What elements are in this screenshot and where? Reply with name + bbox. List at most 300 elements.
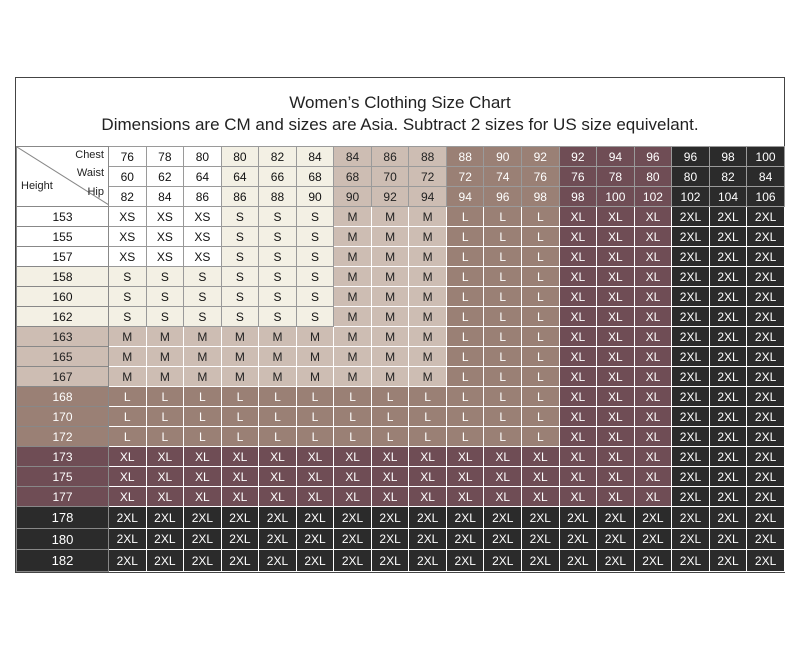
size-cell: XL: [296, 447, 334, 467]
size-cell: XL: [634, 347, 672, 367]
size-cell: XL: [634, 267, 672, 287]
size-cell: XL: [597, 247, 635, 267]
waist-value: 64: [221, 167, 259, 187]
size-cell: L: [484, 327, 522, 347]
size-cell: L: [522, 387, 560, 407]
hip-row: [17, 187, 785, 207]
size-cell: L: [446, 347, 484, 367]
size-cell: 2XL: [747, 347, 785, 367]
size-cell: 2XL: [184, 550, 222, 572]
size-chart: [15, 77, 785, 573]
size-cell: 2XL: [446, 528, 484, 550]
size-cell: M: [184, 327, 222, 347]
chest-value: 98: [709, 147, 747, 167]
size-cell: 2XL: [259, 507, 297, 529]
size-cell: S: [259, 307, 297, 327]
size-cell: XL: [634, 467, 672, 487]
size-cell: L: [446, 287, 484, 307]
size-cell: 2XL: [597, 550, 635, 572]
size-cell: L: [296, 407, 334, 427]
size-cell: XL: [446, 487, 484, 507]
size-cell: S: [109, 287, 147, 307]
waist-value: 78: [597, 167, 635, 187]
size-cell: M: [334, 207, 372, 227]
waist-value: 74: [484, 167, 522, 187]
size-cell: M: [409, 307, 447, 327]
chest-value: 80: [184, 147, 222, 167]
chest-value: 80: [221, 147, 259, 167]
size-cell: L: [221, 427, 259, 447]
size-cell: M: [409, 247, 447, 267]
hip-value: 104: [709, 187, 747, 207]
hip-value: 82: [109, 187, 147, 207]
size-cell: M: [409, 347, 447, 367]
chest-value: 94: [597, 147, 635, 167]
size-cell: XL: [334, 447, 372, 467]
size-cell: L: [334, 407, 372, 427]
size-cell: XL: [146, 447, 184, 467]
size-cell: XL: [334, 487, 372, 507]
size-cell: M: [334, 227, 372, 247]
size-cell: S: [259, 267, 297, 287]
height-label-cell: 167: [17, 367, 109, 387]
size-cell: 2XL: [747, 427, 785, 447]
size-cell: S: [296, 227, 334, 247]
size-cell: 2XL: [334, 528, 372, 550]
size-cell: L: [146, 387, 184, 407]
hip-value: 98: [559, 187, 597, 207]
waist-value: 72: [409, 167, 447, 187]
size-cell: XL: [559, 267, 597, 287]
size-cell: M: [109, 347, 147, 367]
chest-value: 92: [522, 147, 560, 167]
corner-header-cell: [17, 147, 109, 207]
size-cell: XL: [597, 407, 635, 427]
chest-value: 90: [484, 147, 522, 167]
size-cell: 2XL: [747, 307, 785, 327]
size-cell: 2XL: [184, 507, 222, 529]
size-cell: L: [259, 407, 297, 427]
size-cell: XS: [109, 227, 147, 247]
size-cell: S: [146, 307, 184, 327]
size-cell: M: [334, 327, 372, 347]
size-cell: 2XL: [296, 528, 334, 550]
size-cell: 2XL: [672, 347, 710, 367]
size-cell: XL: [634, 407, 672, 427]
chest-value: 82: [259, 147, 297, 167]
size-cell: XL: [559, 367, 597, 387]
size-cell: L: [522, 347, 560, 367]
size-cell: 2XL: [709, 287, 747, 307]
size-cell: 2XL: [109, 507, 147, 529]
size-cell: 2XL: [634, 507, 672, 529]
size-cell: M: [259, 367, 297, 387]
hip-value: 84: [146, 187, 184, 207]
size-cell: XL: [221, 487, 259, 507]
height-label-cell: 172: [17, 427, 109, 447]
size-cell: XL: [559, 407, 597, 427]
size-cell: S: [184, 267, 222, 287]
hip-value: 102: [634, 187, 672, 207]
size-cell: M: [409, 327, 447, 347]
size-cell: S: [221, 227, 259, 247]
size-cell: 2XL: [371, 550, 409, 572]
size-cell: L: [409, 407, 447, 427]
waist-value: 80: [672, 167, 710, 187]
size-cell: XL: [597, 427, 635, 447]
size-cell: 2XL: [747, 287, 785, 307]
size-cell: L: [146, 407, 184, 427]
size-cell: S: [184, 287, 222, 307]
table-row: [17, 367, 785, 387]
size-cell: XL: [184, 447, 222, 467]
size-cell: 2XL: [747, 447, 785, 467]
size-cell: XL: [371, 487, 409, 507]
size-cell: L: [446, 207, 484, 227]
size-cell: XL: [184, 467, 222, 487]
size-cell: 2XL: [747, 247, 785, 267]
size-cell: 2XL: [709, 327, 747, 347]
size-cell: S: [221, 267, 259, 287]
size-cell: S: [296, 307, 334, 327]
chest-label: Chest: [75, 149, 104, 161]
size-cell: XS: [146, 227, 184, 247]
size-cell: XL: [484, 487, 522, 507]
waist-value: 66: [259, 167, 297, 187]
hip-value: 98: [522, 187, 560, 207]
size-cell: XL: [484, 467, 522, 487]
size-cell: L: [484, 227, 522, 247]
size-cell: 2XL: [559, 507, 597, 529]
size-cell: 2XL: [559, 528, 597, 550]
chest-row: [17, 147, 785, 167]
chest-value: 84: [296, 147, 334, 167]
size-cell: XL: [559, 467, 597, 487]
size-cell: XL: [634, 247, 672, 267]
size-cell: L: [446, 407, 484, 427]
table-row: [17, 528, 785, 550]
size-cell: M: [371, 247, 409, 267]
size-cell: XL: [634, 287, 672, 307]
size-cell: XL: [409, 447, 447, 467]
size-cell: 2XL: [709, 267, 747, 287]
size-cell: L: [522, 267, 560, 287]
size-cell: L: [184, 427, 222, 447]
size-cell: 2XL: [709, 347, 747, 367]
size-cell: XL: [522, 487, 560, 507]
size-cell: 2XL: [409, 550, 447, 572]
hip-value: 102: [672, 187, 710, 207]
size-cell: XS: [146, 247, 184, 267]
size-cell: M: [334, 247, 372, 267]
size-cell: 2XL: [672, 387, 710, 407]
size-cell: L: [184, 387, 222, 407]
size-cell: XL: [296, 467, 334, 487]
hip-label: Hip: [87, 186, 104, 198]
size-cell: XL: [634, 327, 672, 347]
size-cell: L: [334, 427, 372, 447]
hip-value: 86: [221, 187, 259, 207]
size-cell: XL: [559, 307, 597, 327]
size-cell: 2XL: [221, 507, 259, 529]
table-row: [17, 307, 785, 327]
size-cell: 2XL: [522, 550, 560, 572]
size-cell: L: [484, 267, 522, 287]
size-cell: XL: [146, 487, 184, 507]
table-row: [17, 267, 785, 287]
hip-value: 96: [484, 187, 522, 207]
size-cell: L: [446, 327, 484, 347]
size-cell: L: [484, 247, 522, 267]
size-cell: M: [371, 267, 409, 287]
size-cell: L: [259, 427, 297, 447]
waist-value: 72: [446, 167, 484, 187]
size-cell: L: [371, 387, 409, 407]
size-cell: XL: [634, 447, 672, 467]
size-cell: L: [522, 307, 560, 327]
table-row: [17, 387, 785, 407]
size-cell: 2XL: [747, 367, 785, 387]
table-row: [17, 427, 785, 447]
size-cell: XL: [184, 487, 222, 507]
size-cell: 2XL: [709, 487, 747, 507]
size-cell: 2XL: [446, 507, 484, 529]
hip-value: 94: [446, 187, 484, 207]
waist-row: [17, 167, 785, 187]
size-cell: M: [146, 367, 184, 387]
height-label-cell: 175: [17, 467, 109, 487]
size-cell: 2XL: [747, 507, 785, 529]
size-cell: XL: [597, 467, 635, 487]
size-cell: L: [446, 247, 484, 267]
size-cell: 2XL: [747, 487, 785, 507]
size-cell: M: [371, 287, 409, 307]
size-cell: S: [221, 207, 259, 227]
size-cell: XL: [446, 467, 484, 487]
size-cell: L: [446, 227, 484, 247]
size-cell: XL: [559, 247, 597, 267]
size-cell: 2XL: [371, 528, 409, 550]
size-cell: M: [334, 367, 372, 387]
waist-value: 64: [184, 167, 222, 187]
size-cell: 2XL: [522, 507, 560, 529]
size-cell: S: [184, 307, 222, 327]
size-cell: L: [484, 387, 522, 407]
size-cell: 2XL: [522, 528, 560, 550]
size-cell: 2XL: [221, 550, 259, 572]
size-cell: L: [446, 427, 484, 447]
size-cell: 2XL: [672, 207, 710, 227]
size-cell: M: [146, 327, 184, 347]
size-cell: 2XL: [709, 427, 747, 447]
size-cell: 2XL: [672, 267, 710, 287]
size-cell: L: [522, 207, 560, 227]
size-cell: XL: [296, 487, 334, 507]
size-cell: L: [409, 387, 447, 407]
size-cell: 2XL: [672, 307, 710, 327]
size-cell: 2XL: [672, 287, 710, 307]
size-cell: M: [371, 207, 409, 227]
size-cell: XL: [597, 207, 635, 227]
hip-value: 100: [597, 187, 635, 207]
size-cell: XL: [634, 207, 672, 227]
size-cell: L: [221, 407, 259, 427]
size-cell: 2XL: [672, 367, 710, 387]
height-label-cell: 157: [17, 247, 109, 267]
size-cell: M: [221, 347, 259, 367]
size-cell: XL: [597, 367, 635, 387]
size-cell: L: [522, 367, 560, 387]
size-cell: 2XL: [409, 528, 447, 550]
chart-subtitle: Dimensions are CM and sizes are Asia. Subtract 2 sizes for US size equivelant.: [101, 115, 699, 134]
size-cell: 2XL: [747, 327, 785, 347]
size-cell: S: [259, 207, 297, 227]
size-cell: 2XL: [747, 528, 785, 550]
size-cell: XL: [371, 447, 409, 467]
table-row: [17, 247, 785, 267]
size-cell: S: [146, 267, 184, 287]
size-cell: XL: [409, 467, 447, 487]
size-cell: M: [259, 327, 297, 347]
size-cell: L: [296, 387, 334, 407]
table-row: [17, 207, 785, 227]
table-row: [17, 407, 785, 427]
size-cell: XL: [484, 447, 522, 467]
size-cell: 2XL: [109, 528, 147, 550]
chest-value: 92: [559, 147, 597, 167]
size-cell: M: [371, 227, 409, 247]
waist-value: 80: [634, 167, 672, 187]
chest-value: 88: [409, 147, 447, 167]
size-cell: L: [371, 427, 409, 447]
size-cell: 2XL: [709, 507, 747, 529]
size-cell: XL: [597, 307, 635, 327]
height-label-cell: 163: [17, 327, 109, 347]
size-cell: S: [221, 287, 259, 307]
size-cell: 2XL: [446, 550, 484, 572]
size-cell: 2XL: [672, 247, 710, 267]
size-cell: M: [109, 367, 147, 387]
size-cell: 2XL: [221, 528, 259, 550]
chest-value: 78: [146, 147, 184, 167]
chest-value: 100: [747, 147, 785, 167]
size-cell: M: [221, 367, 259, 387]
size-cell: L: [522, 407, 560, 427]
size-cell: 2XL: [747, 227, 785, 247]
size-cell: XL: [559, 447, 597, 467]
size-cell: XL: [559, 387, 597, 407]
size-table-wrap: [16, 146, 784, 572]
size-cell: XL: [522, 447, 560, 467]
size-cell: 2XL: [747, 467, 785, 487]
size-cell: XL: [409, 487, 447, 507]
size-cell: M: [184, 347, 222, 367]
size-cell: L: [522, 427, 560, 447]
size-cell: L: [484, 287, 522, 307]
size-cell: XS: [109, 207, 147, 227]
size-cell: XL: [634, 427, 672, 447]
height-label-cell: 165: [17, 347, 109, 367]
height-label-cell: 173: [17, 447, 109, 467]
size-cell: XL: [634, 227, 672, 247]
size-cell: S: [221, 247, 259, 267]
size-cell: L: [484, 307, 522, 327]
size-cell: XL: [597, 447, 635, 467]
size-cell: 2XL: [672, 427, 710, 447]
size-cell: M: [184, 367, 222, 387]
size-cell: S: [296, 287, 334, 307]
size-cell: M: [409, 207, 447, 227]
size-cell: 2XL: [109, 550, 147, 572]
table-row: [17, 467, 785, 487]
table-row: [17, 447, 785, 467]
hip-value: 90: [296, 187, 334, 207]
size-cell: XS: [184, 247, 222, 267]
table-row: [17, 327, 785, 347]
size-cell: XL: [559, 327, 597, 347]
size-cell: 2XL: [559, 550, 597, 572]
size-cell: 2XL: [709, 307, 747, 327]
chest-value: 96: [634, 147, 672, 167]
size-cell: S: [259, 247, 297, 267]
waist-label: Waist: [76, 167, 104, 179]
size-cell: XL: [334, 467, 372, 487]
height-label-cell: 162: [17, 307, 109, 327]
hip-value: 86: [184, 187, 222, 207]
size-cell: 2XL: [672, 528, 710, 550]
size-cell: L: [409, 427, 447, 447]
table-row: [17, 227, 785, 247]
table-row: [17, 287, 785, 307]
size-cell: 2XL: [597, 528, 635, 550]
size-cell: XL: [221, 447, 259, 467]
size-cell: XL: [634, 387, 672, 407]
size-cell: XL: [597, 487, 635, 507]
size-cell: XL: [446, 447, 484, 467]
height-label-cell: 158: [17, 267, 109, 287]
size-cell: M: [109, 327, 147, 347]
size-cell: XL: [597, 387, 635, 407]
size-cell: XL: [597, 227, 635, 247]
size-cell: XL: [597, 327, 635, 347]
size-cell: 2XL: [146, 507, 184, 529]
size-cell: S: [221, 307, 259, 327]
size-cell: XL: [522, 467, 560, 487]
size-cell: 2XL: [146, 528, 184, 550]
size-cell: 2XL: [672, 227, 710, 247]
size-cell: 2XL: [296, 550, 334, 572]
size-cell: 2XL: [709, 528, 747, 550]
hip-value: 88: [259, 187, 297, 207]
size-cell: L: [184, 407, 222, 427]
size-cell: XL: [597, 287, 635, 307]
table-row: [17, 487, 785, 507]
size-cell: XS: [109, 247, 147, 267]
size-cell: L: [522, 247, 560, 267]
height-label: Height: [21, 180, 53, 192]
size-cell: 2XL: [747, 387, 785, 407]
size-cell: L: [446, 367, 484, 387]
height-label-cell: 177: [17, 487, 109, 507]
size-cell: 2XL: [747, 550, 785, 572]
waist-value: 82: [709, 167, 747, 187]
size-cell: M: [146, 347, 184, 367]
size-cell: 2XL: [672, 407, 710, 427]
size-cell: XL: [221, 467, 259, 487]
chest-value: 88: [446, 147, 484, 167]
height-label-cell: 170: [17, 407, 109, 427]
size-cell: M: [259, 347, 297, 367]
